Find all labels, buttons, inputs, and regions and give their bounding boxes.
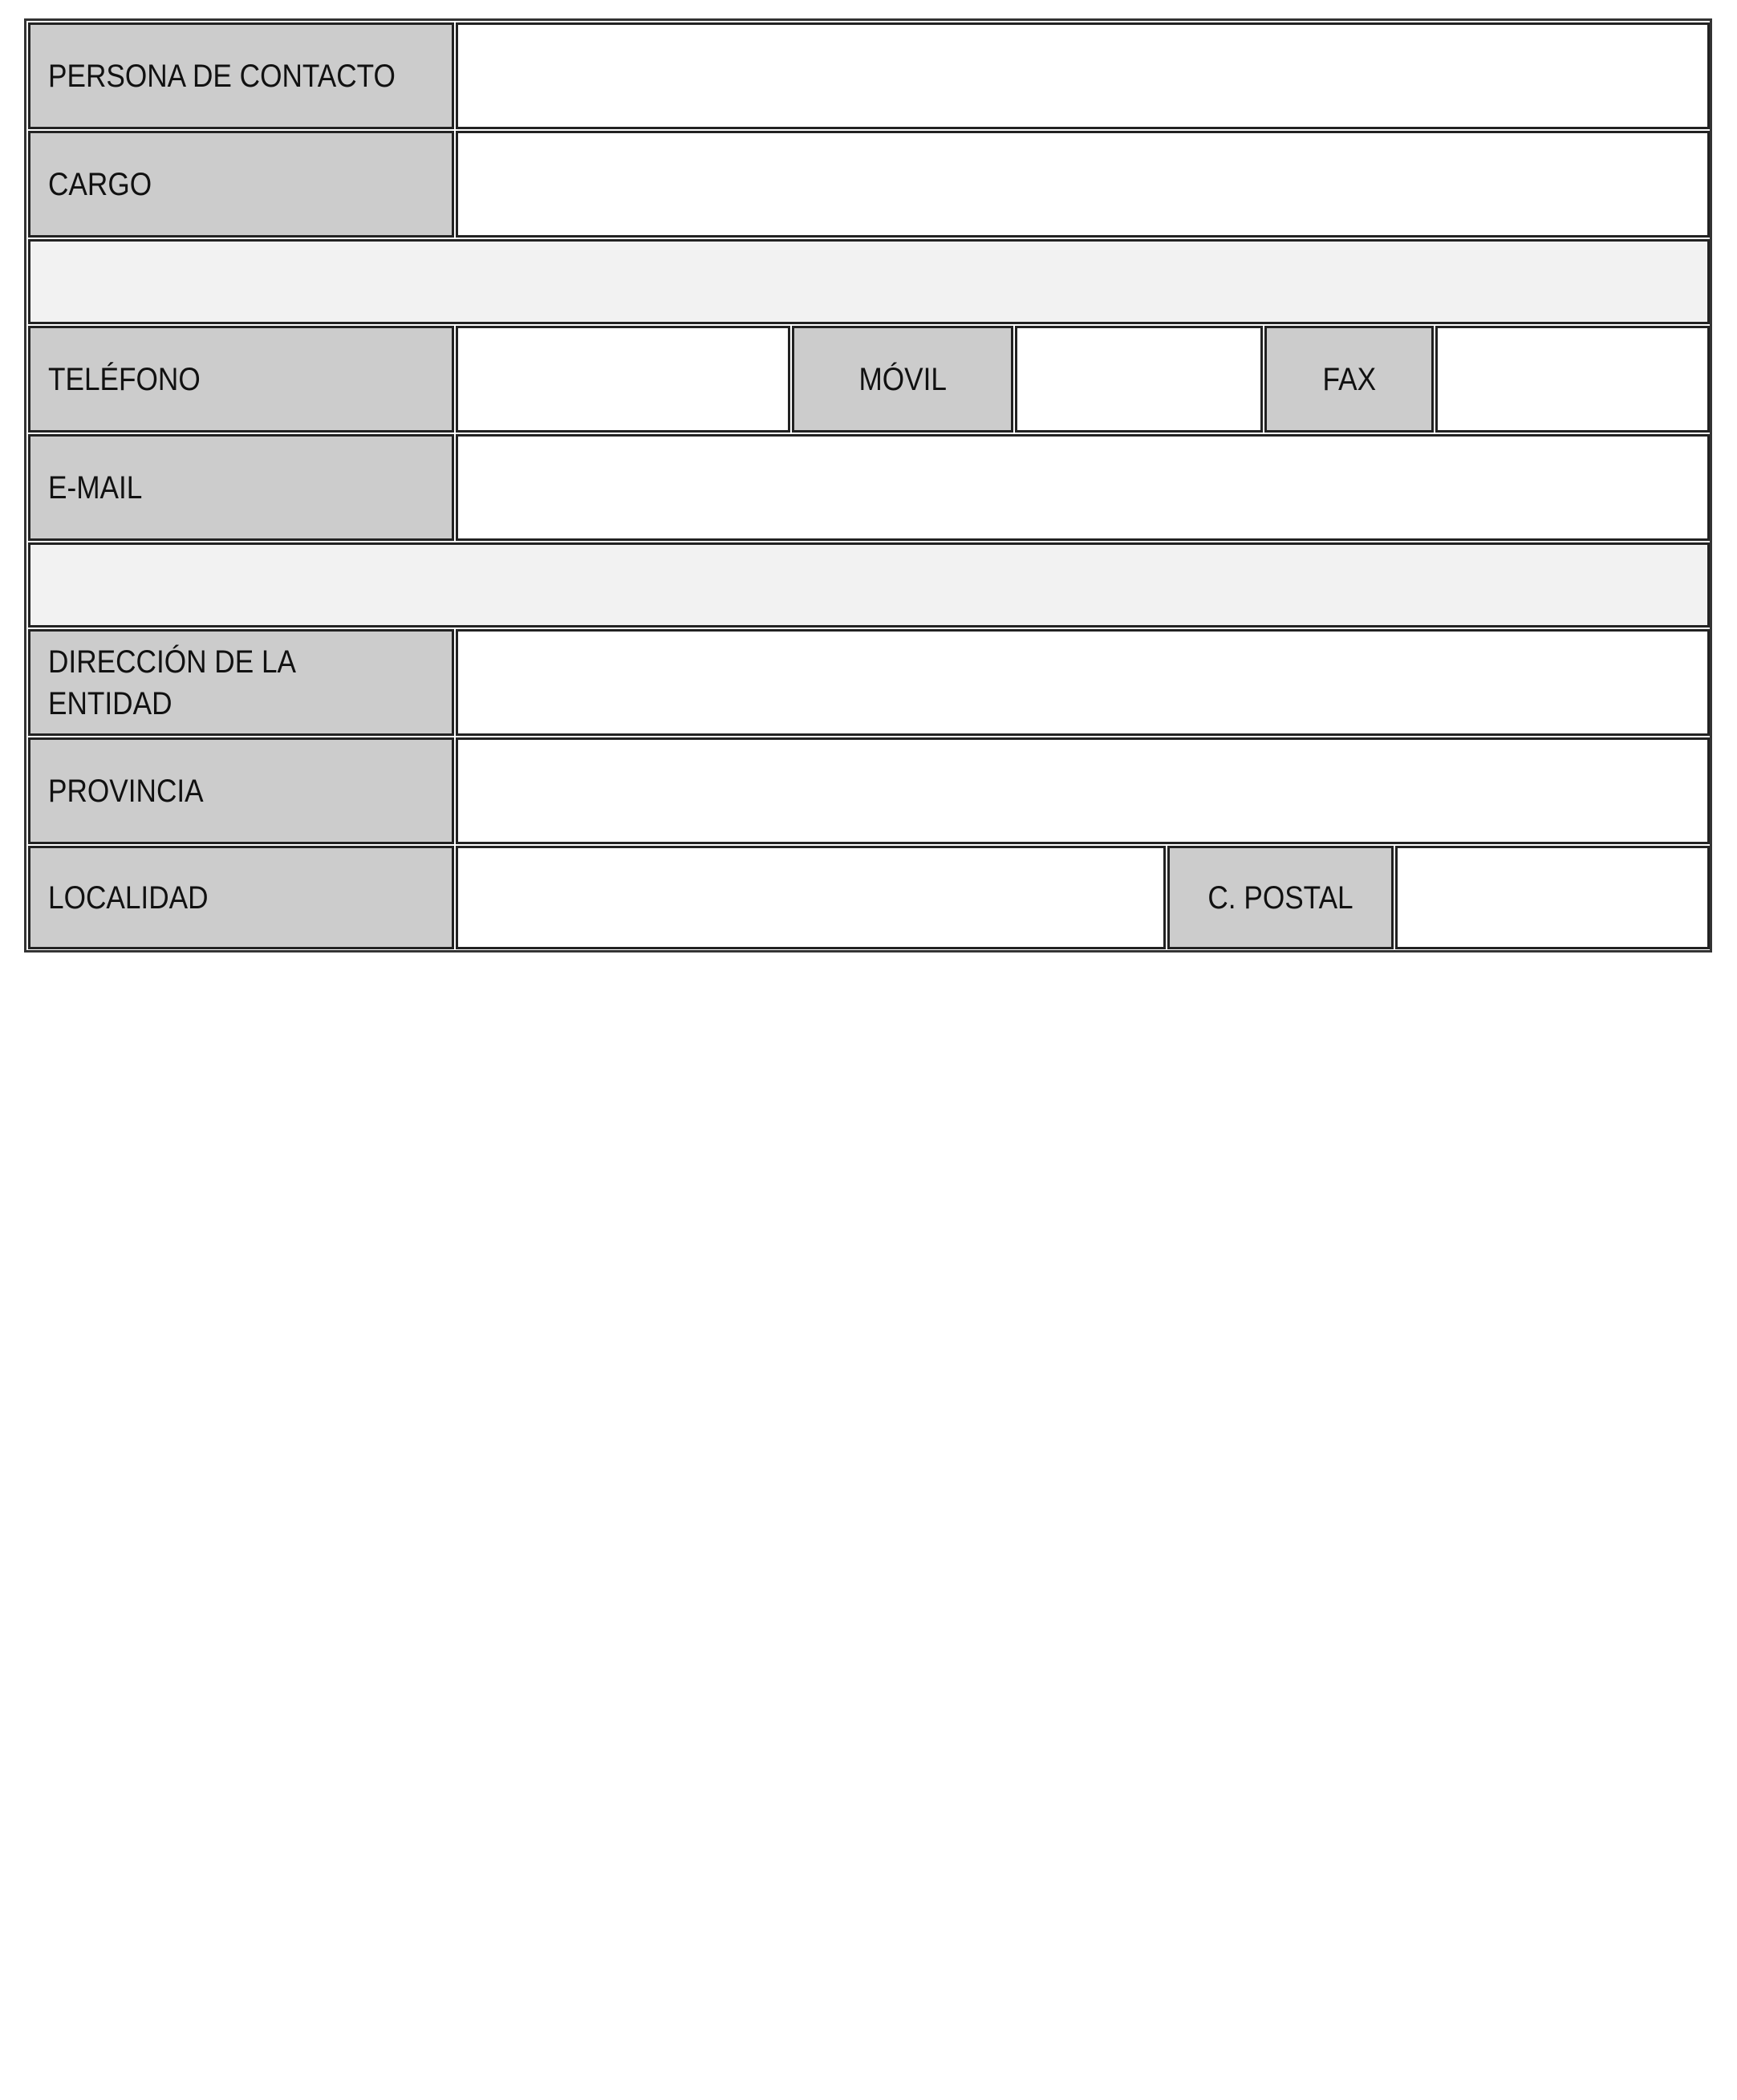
position-label-cell xyxy=(28,131,454,238)
phone-label-cell xyxy=(28,326,454,433)
postal-code-label-cell xyxy=(1167,846,1394,949)
email-label-cell xyxy=(28,434,454,541)
section-spacer xyxy=(28,542,1710,628)
contact-form-table xyxy=(24,18,1712,953)
contact-person-label: PERSONA DE CONTACTO xyxy=(48,58,396,94)
province-label: PROVINCIA xyxy=(48,773,204,809)
email-label: E-MAIL xyxy=(48,469,143,506)
locality-label-cell xyxy=(28,846,454,949)
section-spacer xyxy=(28,239,1710,324)
mobile-field[interactable] xyxy=(1015,326,1263,433)
fax-field[interactable] xyxy=(1435,326,1710,433)
postal-code-label: C. POSTAL xyxy=(1207,879,1353,916)
phone-label: TELÉFONO xyxy=(48,361,201,397)
position-field[interactable] xyxy=(456,131,1710,238)
address-label: DIRECCIÓN DE LA ENTIDAD xyxy=(48,644,295,721)
province-field[interactable] xyxy=(456,737,1710,844)
email-field[interactable] xyxy=(456,434,1710,541)
contact-person-field[interactable] xyxy=(456,22,1710,129)
fax-label-cell xyxy=(1264,326,1434,433)
address-field[interactable] xyxy=(456,629,1710,736)
postal-code-field[interactable] xyxy=(1395,846,1710,949)
mobile-label: MÓVIL xyxy=(858,361,947,397)
contact-person-label-cell xyxy=(28,22,454,129)
province-label-cell xyxy=(28,737,454,844)
fax-label: FAX xyxy=(1322,361,1376,397)
locality-field[interactable] xyxy=(456,846,1166,949)
locality-label: LOCALIDAD xyxy=(48,879,209,916)
position-label: CARGO xyxy=(48,166,152,202)
address-label-cell xyxy=(28,629,454,736)
mobile-label-cell xyxy=(792,326,1013,433)
phone-field[interactable] xyxy=(456,326,790,433)
